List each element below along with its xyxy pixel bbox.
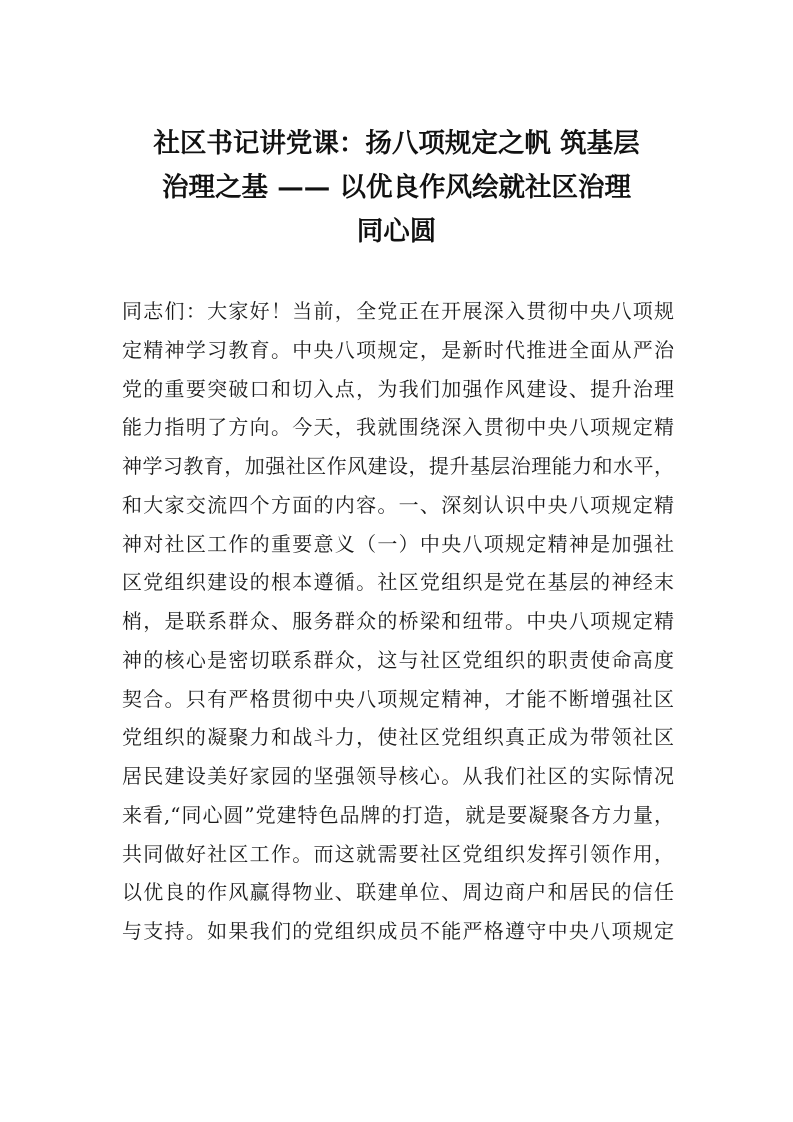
body-line: 党组织的凝聚力和战斗力，使社区党组织真正成为带领社区 <box>122 725 674 750</box>
body-line: 来看,“同心圆”党建特色品牌的打造，就是要凝聚各方力量， <box>122 802 674 827</box>
body-line: 神的核心是密切联系群众，这与社区党组织的职责使命高度 <box>122 647 674 672</box>
body-line: 同志们：大家好！当前，全党正在开展深入贯彻中央八项规 <box>122 299 674 323</box>
body-line: 神对社区工作的重要意义（一）中央八项规定精神是加强社 <box>122 531 674 556</box>
body-line: 和大家交流四个方面的内容。一、深刻认识中央八项规定精 <box>122 492 674 517</box>
body-line: 党的重要突破口和切入点，为我们加强作风建设、提升治理 <box>122 376 674 401</box>
title-line: 同心圆 <box>356 216 437 247</box>
title-line: 治理之基 —— 以优良作风绘就社区治理 <box>162 172 631 203</box>
document-body <box>122 292 674 951</box>
body-line: 梢，是联系群众、服务群众的桥梁和纽带。中央八项规定精 <box>122 609 674 633</box>
body-line: 能力指明了方向。今天，我就围绕深入贯彻中央八项规定精 <box>122 415 674 440</box>
body-line: 共同做好社区工作。而这就需要社区党组织发挥引领作用， <box>122 841 674 866</box>
body-line: 区党组织建设的根本遵循。社区党组织是党在基层的神经末 <box>122 570 674 595</box>
document-title <box>110 122 683 254</box>
body-line: 居民建设美好家园的坚强领导核心。从我们社区的实际情况 <box>122 764 674 788</box>
body-line: 定精神学习教育。中央八项规定，是新时代推进全面从严治 <box>122 337 674 362</box>
body-line: 神学习教育，加强社区作风建设，提升基层治理能力和水平， <box>122 454 674 478</box>
body-line: 契合。只有严格贯彻中央八项规定精神，才能不断增强社区 <box>122 686 674 711</box>
title-line: 社区书记讲党课：扬八项规定之帆 筑基层 <box>153 128 640 159</box>
body-line: 以优良的作风赢得物业、联建单位、周边商户和居民的信任 <box>122 880 674 905</box>
body-line: 与支持。如果我们的党组织成员不能严格遵守中央八项规定 <box>122 919 674 943</box>
